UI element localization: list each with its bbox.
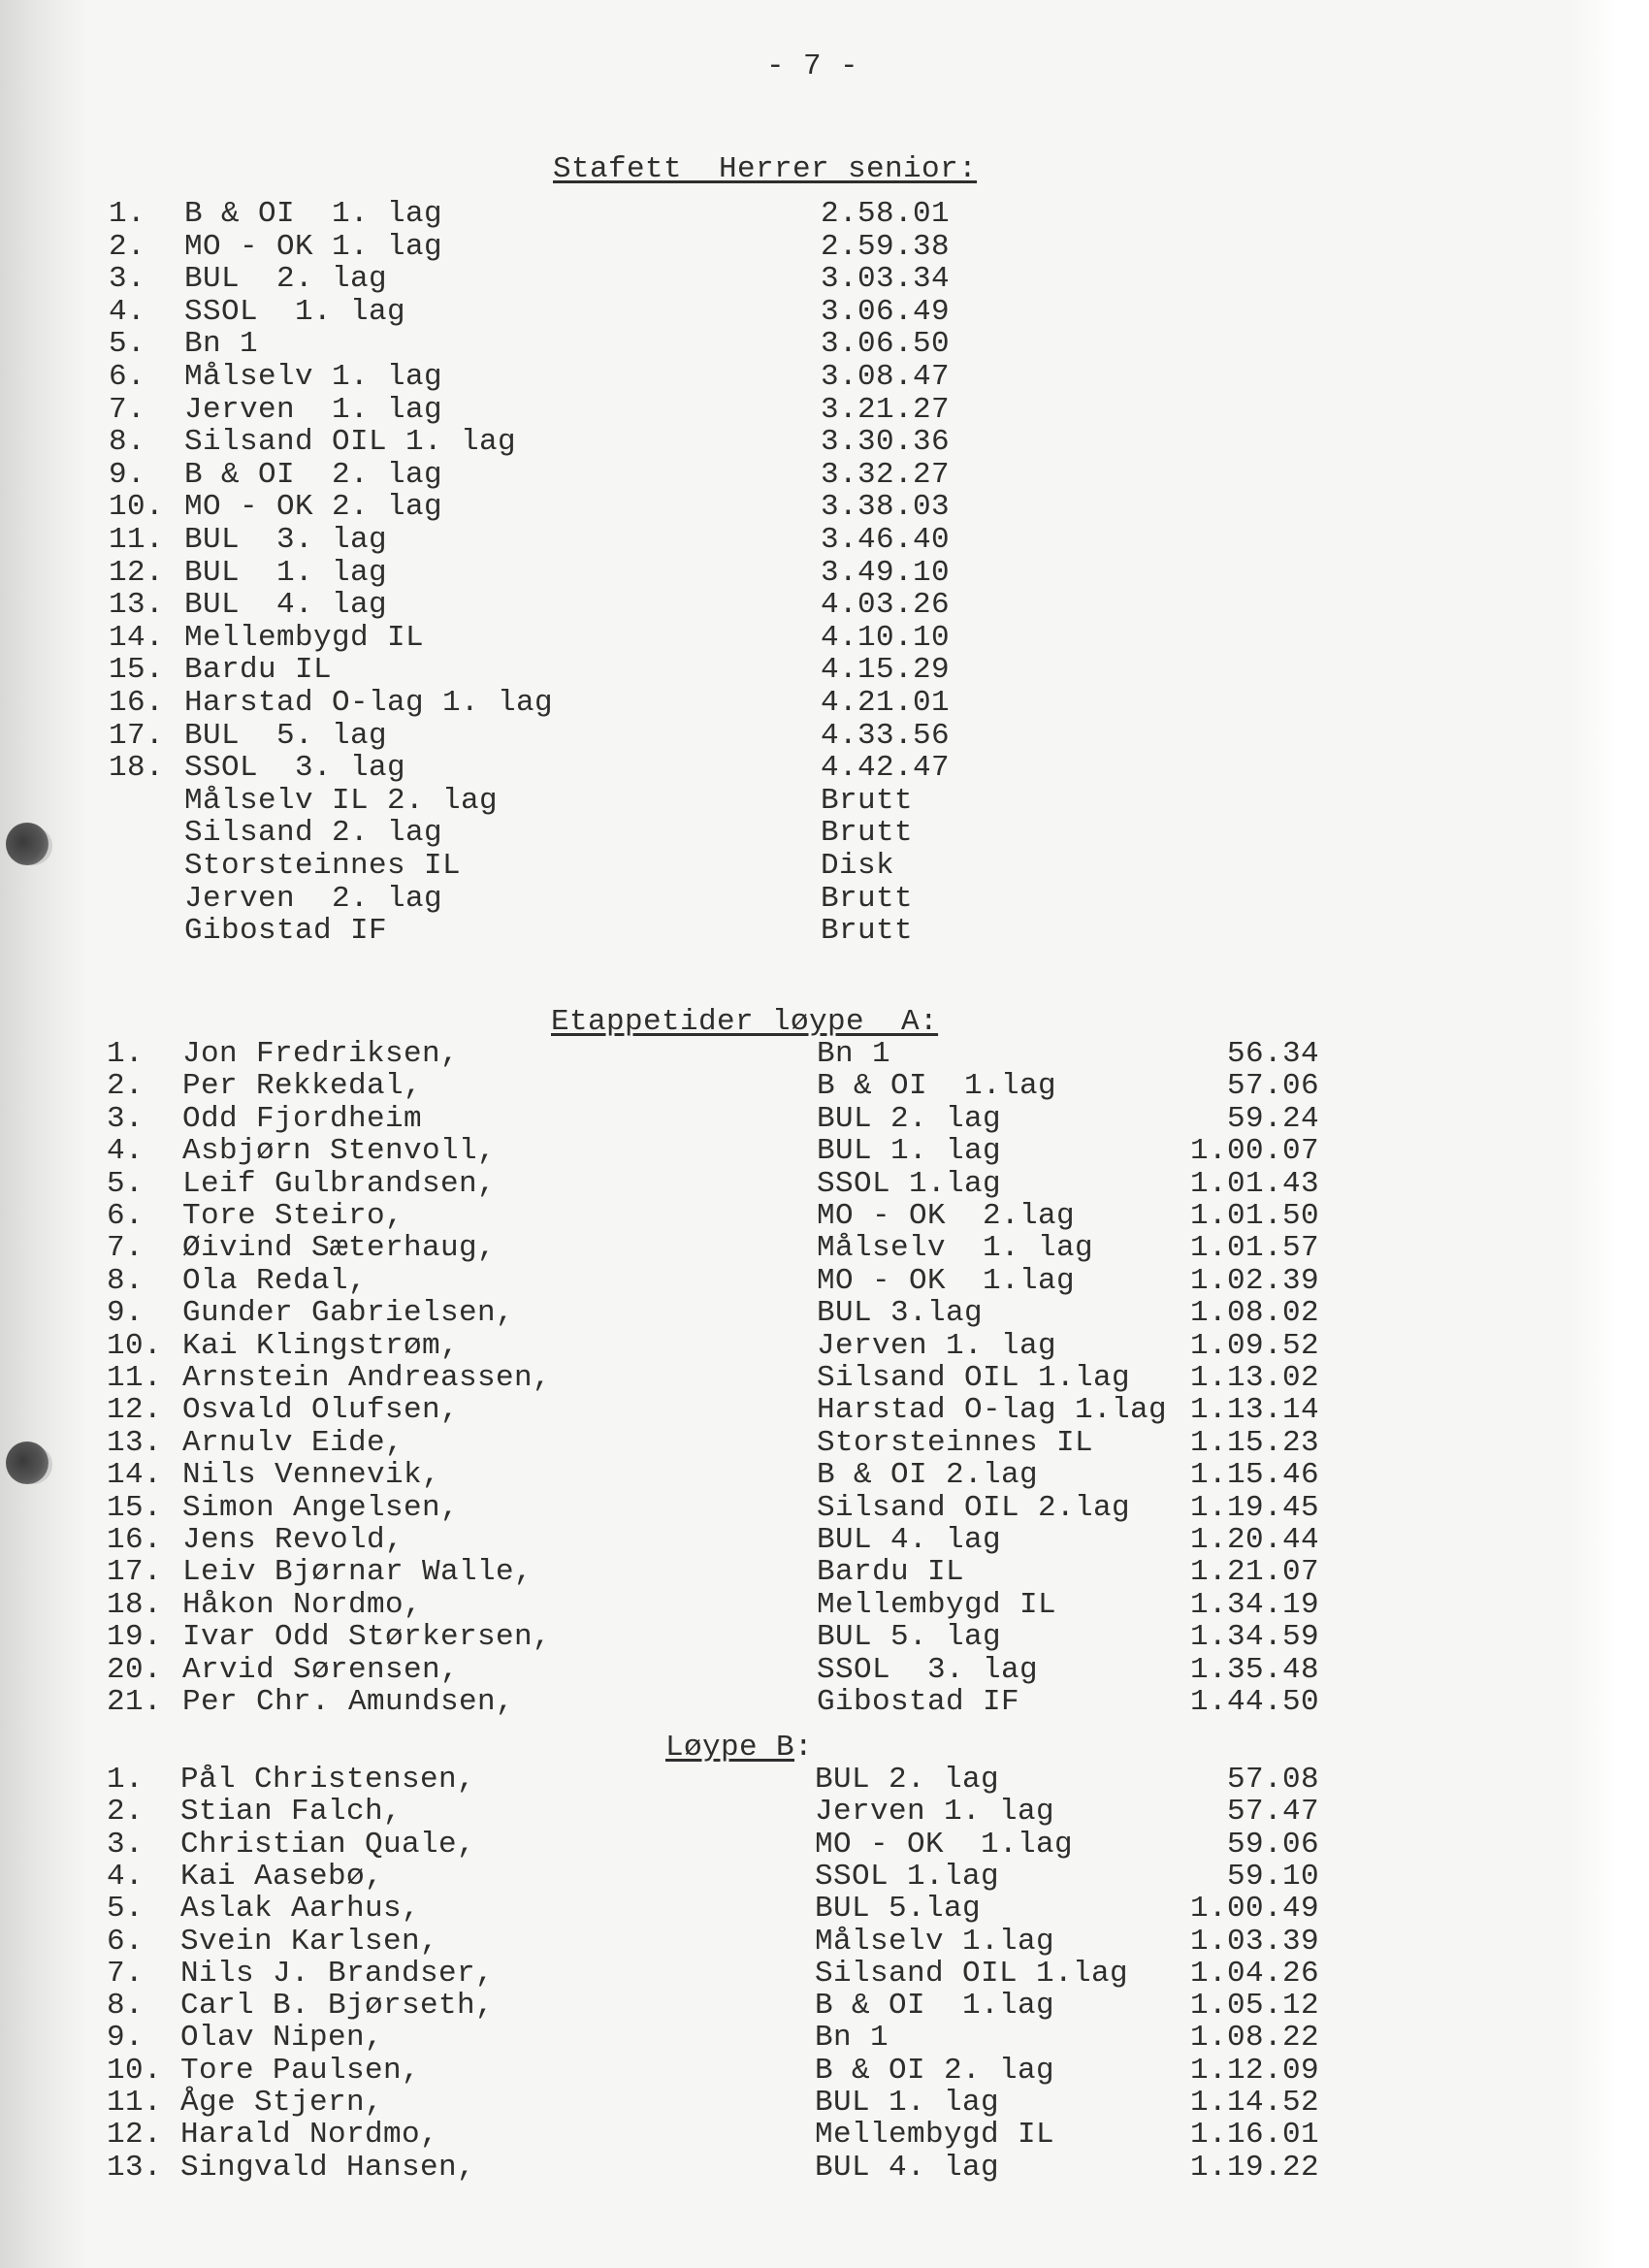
team-name: Mellembygd IL	[817, 1587, 1057, 1622]
runner-name: Ola Redal,	[182, 1263, 368, 1298]
team-name: BUL 2. lag	[815, 1763, 1000, 1797]
leg-time: 1.16.01	[1189, 2118, 1319, 2153]
leg-time: 1.35.48	[1189, 1652, 1319, 1687]
leg-time: 1.08.02	[1189, 1296, 1319, 1331]
runner-name: Carl B. Bjørseth,	[180, 1989, 495, 2024]
team-name: MO - OK 1. lag	[184, 229, 443, 264]
place-number: 3.	[109, 262, 146, 297]
place-number: 12.	[109, 555, 165, 590]
place-number: 5.	[109, 327, 146, 362]
result-time: 3.49.10	[821, 555, 951, 590]
place-number: 7.	[107, 1231, 145, 1266]
team-name: Mellembygd IL	[815, 2118, 1055, 2153]
team-name: B & OI 2. lag	[815, 2053, 1055, 2088]
team-name: BUL 3.lag	[817, 1296, 984, 1331]
team-name: Silsand OIL 1.lag	[815, 1956, 1129, 1991]
team-name: Jerven 1. lag	[817, 1328, 1057, 1363]
place-number: 9.	[107, 2021, 145, 2056]
runner-name: Ivar Odd Størkersen,	[182, 1620, 552, 1655]
place-number: 16.	[109, 686, 165, 720]
place-number: 11.	[107, 1361, 163, 1395]
punch-hole	[6, 1442, 48, 1484]
runner-name: Svein Karlsen,	[180, 1924, 439, 1959]
place-number: 1.	[107, 1763, 145, 1797]
result-time: Brutt	[821, 914, 914, 949]
runner-name: Singvald Hansen,	[180, 2150, 476, 2185]
place-number: 7.	[107, 1956, 145, 1991]
leg-time: 1.19.45	[1189, 1490, 1319, 1525]
leg-time: 1.09.52	[1189, 1328, 1319, 1363]
team-name: Silsand 2. lag	[184, 816, 443, 851]
place-number: 1.	[109, 197, 146, 231]
place-number: 20.	[107, 1652, 163, 1687]
leg-time: 1.01.43	[1189, 1166, 1319, 1201]
team-name: B & OI 1.lag	[817, 1069, 1057, 1104]
place-number: 9.	[107, 1296, 145, 1331]
team-name: BUL 2. lag	[817, 1101, 1002, 1136]
runner-name: Olav Nipen,	[180, 2021, 384, 2056]
team-name: Bn 1	[815, 2021, 889, 2056]
leg-time: 56.34	[1226, 1037, 1319, 1071]
runner-name: Nils Vennevik,	[182, 1458, 441, 1493]
leg-time: 1.13.14	[1189, 1393, 1319, 1428]
team-name: Harstad O-lag 1.lag	[817, 1393, 1168, 1428]
result-time: 4.42.47	[821, 751, 951, 786]
heading-etappetider-loype-a: Etappetider løype A:	[551, 1005, 939, 1039]
leg-time: 59.24	[1226, 1101, 1319, 1136]
leg-time: 1.01.57	[1189, 1231, 1319, 1266]
team-name: BUL 5.lag	[815, 1892, 982, 1927]
page-edge-highlight	[1571, 0, 1649, 2268]
team-name: Målselv 1.lag	[815, 1924, 1055, 1959]
place-number: 11.	[107, 2086, 163, 2120]
leg-time: 1.04.26	[1189, 1956, 1319, 1991]
team-name: Bn 1	[817, 1037, 891, 1071]
result-time: 4.10.10	[821, 620, 951, 655]
heading-loype-b	[665, 1732, 813, 1764]
team-name: Målselv IL 2. lag	[184, 783, 499, 818]
result-time: Brutt	[821, 783, 914, 818]
place-number: 2.	[109, 229, 146, 264]
place-number: 21.	[107, 1685, 163, 1719]
place-number: 17.	[109, 718, 165, 753]
place-number: 6.	[107, 1924, 145, 1959]
place-number: 8.	[109, 425, 146, 460]
place-number: 4.	[109, 294, 146, 329]
leg-time: 57.06	[1226, 1069, 1319, 1104]
place-number: 5.	[107, 1166, 145, 1201]
runner-name: Simon Angelsen,	[182, 1490, 460, 1525]
result-time: Brutt	[821, 816, 914, 851]
team-name: Storsteinnes IL	[184, 849, 462, 883]
place-number: 10.	[109, 490, 165, 525]
team-name: Gibostad IF	[184, 914, 388, 949]
result-time: 4.15.29	[821, 653, 951, 688]
heading-stafett-herrer-senior: Stafett Herrer senior:	[553, 152, 978, 186]
team-name: SSOL 3. lag	[184, 751, 406, 786]
runner-name: Tore Paulsen,	[180, 2053, 421, 2088]
result-time: 3.46.40	[821, 523, 951, 557]
place-number: 11.	[109, 523, 165, 557]
team-name: MO - OK 2.lag	[817, 1199, 1076, 1233]
team-name: B & OI 2.lag	[817, 1458, 1039, 1493]
place-number: 10.	[107, 1328, 163, 1363]
team-name: Harstad O-lag 1. lag	[184, 686, 554, 720]
runner-name: Osvald Olufsen,	[182, 1393, 460, 1428]
leg-time: 1.21.07	[1189, 1555, 1319, 1590]
runner-name: Pål Christensen,	[180, 1763, 476, 1797]
team-name: Bardu IL	[817, 1555, 965, 1590]
team-name: BUL 3. lag	[184, 523, 388, 557]
team-name: SSOL 1.lag	[817, 1166, 1002, 1201]
place-number: 9.	[109, 457, 146, 492]
place-number: 2.	[107, 1795, 145, 1830]
place-number: 3.	[107, 1827, 145, 1862]
team-name: BUL 1. lag	[184, 555, 388, 590]
leg-time: 1.02.39	[1189, 1263, 1319, 1298]
team-name: SSOL 1. lag	[184, 294, 406, 329]
team-name: Silsand OIL 1. lag	[184, 425, 517, 460]
runner-name: Jens Revold,	[182, 1523, 404, 1557]
runner-name: Arnstein Andreassen,	[182, 1361, 552, 1395]
place-number: 2.	[107, 1069, 145, 1104]
result-time: 2.59.38	[821, 229, 951, 264]
place-number: 14.	[109, 620, 165, 655]
result-time: 3.03.34	[821, 262, 951, 297]
place-number: 16.	[107, 1523, 163, 1557]
runner-name: Arvid Sørensen,	[182, 1652, 460, 1687]
team-name: Silsand OIL 2.lag	[817, 1490, 1131, 1525]
leg-time: 1.08.22	[1189, 2021, 1319, 2056]
place-number: 12.	[107, 1393, 163, 1428]
team-name: Målselv 1. lag	[817, 1231, 1094, 1266]
team-name: Gibostad IF	[817, 1685, 1020, 1719]
result-time: 3.06.49	[821, 294, 951, 329]
team-name: BUL 5. lag	[817, 1620, 1002, 1655]
leg-time: 1.34.59	[1189, 1620, 1319, 1655]
team-name: Jerven 2. lag	[184, 881, 443, 916]
place-number: 12.	[107, 2118, 163, 2153]
team-name: BUL 1. lag	[817, 1134, 1002, 1169]
leg-time: 1.20.44	[1189, 1523, 1319, 1557]
runner-name: Leif Gulbrandsen,	[182, 1166, 497, 1201]
result-time: 3.08.47	[821, 360, 951, 394]
leg-time: 1.00.49	[1189, 1892, 1319, 1927]
leg-time: 1.12.09	[1189, 2053, 1319, 2088]
runner-name: Odd Fjordheim	[182, 1101, 423, 1136]
place-number: 6.	[107, 1199, 145, 1233]
team-name: Jerven 1. lag	[815, 1795, 1055, 1830]
runner-name: Håkon Nordmo,	[182, 1587, 423, 1622]
runner-name: Stian Falch,	[180, 1795, 403, 1830]
page-edge-shadow	[0, 0, 87, 2268]
team-name: BUL 4. lag	[815, 2150, 1000, 2185]
place-number: 1.	[107, 1037, 145, 1071]
team-name: MO - OK 2. lag	[184, 490, 443, 525]
team-name: MO - OK 1.lag	[817, 1263, 1076, 1298]
runner-name: Arnulv Eide,	[182, 1425, 404, 1460]
punch-hole	[6, 823, 48, 865]
runner-name: Tore Steiro,	[182, 1199, 404, 1233]
result-time: 3.21.27	[821, 392, 951, 427]
team-name: Storsteinnes IL	[817, 1425, 1094, 1460]
leg-time: 59.06	[1226, 1827, 1319, 1862]
runner-name: Per Rekkedal,	[182, 1069, 423, 1104]
place-number: 15.	[107, 1490, 163, 1525]
team-name: Bardu IL	[184, 653, 333, 688]
runner-name: Åge Stjern,	[180, 2086, 384, 2120]
leg-time: 1.05.12	[1189, 1989, 1319, 2024]
leg-time: 57.08	[1226, 1763, 1319, 1797]
runner-name: Asbjørn Stenvoll,	[182, 1134, 497, 1169]
team-name: B & OI 2. lag	[184, 457, 443, 492]
runner-name: Øivind Sæterhaug,	[182, 1231, 497, 1266]
result-time: 3.06.50	[821, 327, 951, 362]
runner-name: Kai Klingstrøm,	[182, 1328, 460, 1363]
team-name: B & OI 1.lag	[815, 1989, 1055, 2024]
result-time: 4.33.56	[821, 718, 951, 753]
place-number: 10.	[107, 2053, 163, 2088]
place-number: 4.	[107, 1134, 145, 1169]
place-number: 5.	[107, 1892, 145, 1927]
team-name: SSOL 1.lag	[815, 1859, 1000, 1894]
leg-time: 1.19.22	[1189, 2150, 1319, 2185]
leg-time: 1.14.52	[1189, 2086, 1319, 2120]
team-name: Bn 1	[184, 327, 259, 362]
leg-time: 1.44.50	[1189, 1685, 1319, 1719]
place-number: 4.	[107, 1859, 145, 1894]
team-name: Målselv 1. lag	[184, 360, 443, 394]
place-number: 13.	[107, 1425, 163, 1460]
runner-name: Gunder Gabrielsen,	[182, 1296, 515, 1331]
place-number: 7.	[109, 392, 146, 427]
leg-time: 1.13.02	[1189, 1361, 1319, 1395]
place-number: 14.	[107, 1458, 163, 1493]
place-number: 8.	[107, 1263, 145, 1298]
leg-time: 1.34.19	[1189, 1587, 1319, 1622]
team-name: Jerven 1. lag	[184, 392, 443, 427]
runner-name: Nils J. Brandser,	[180, 1956, 495, 1991]
team-name: BUL 4. lag	[184, 588, 388, 623]
runner-name: Per Chr. Amundsen,	[182, 1685, 515, 1719]
team-name: Silsand OIL 1.lag	[817, 1361, 1131, 1395]
team-name: BUL 2. lag	[184, 262, 388, 297]
place-number: 15.	[109, 653, 165, 688]
leg-time: 1.00.07	[1189, 1134, 1319, 1169]
result-time: 3.30.36	[821, 425, 951, 460]
result-time: Disk	[821, 849, 895, 883]
leg-time: 57.47	[1226, 1795, 1319, 1830]
place-number: 3.	[107, 1101, 145, 1136]
runner-name: Harald Nordmo,	[180, 2118, 439, 2153]
result-time: 3.32.27	[821, 457, 951, 492]
runner-name: Christian Quale,	[180, 1827, 476, 1862]
result-time: 4.03.26	[821, 588, 951, 623]
team-name: BUL 1. lag	[815, 2086, 1000, 2120]
place-number: 13.	[109, 588, 165, 623]
heading-loype-b-text: Løype B	[665, 1731, 795, 1765]
team-name: BUL 5. lag	[184, 718, 388, 753]
leg-time: 1.15.46	[1189, 1458, 1319, 1493]
team-name: SSOL 3. lag	[817, 1652, 1039, 1687]
runner-name: Jon Fredriksen,	[182, 1037, 460, 1071]
runner-name: Aslak Aarhus,	[180, 1892, 421, 1927]
place-number: 17.	[107, 1555, 163, 1590]
place-number: 8.	[107, 1989, 145, 2024]
place-number: 6.	[109, 360, 146, 394]
runner-name: Kai Aasebø,	[180, 1859, 384, 1894]
runner-name: Leiv Bjørnar Walle,	[182, 1555, 534, 1590]
result-time: 2.58.01	[821, 197, 951, 231]
place-number: 13.	[107, 2150, 163, 2185]
place-number: 18.	[107, 1587, 163, 1622]
leg-time: 1.15.23	[1189, 1425, 1319, 1460]
team-name: MO - OK 1.lag	[815, 1827, 1074, 1862]
leg-time: 1.03.39	[1189, 1924, 1319, 1959]
place-number: 19.	[107, 1620, 163, 1655]
team-name: BUL 4. lag	[817, 1523, 1002, 1557]
leg-time: 1.01.50	[1189, 1199, 1319, 1233]
heading-loype-b-colon: :	[794, 1731, 814, 1765]
team-name: B & OI 1. lag	[184, 197, 443, 231]
result-time: Brutt	[821, 881, 914, 916]
leg-time: 59.10	[1226, 1859, 1319, 1894]
place-number: 18.	[109, 751, 165, 786]
result-time: 4.21.01	[821, 686, 951, 720]
page-number: - 7 -	[766, 49, 859, 83]
team-name: Mellembygd IL	[184, 620, 425, 655]
result-time: 3.38.03	[821, 490, 951, 525]
